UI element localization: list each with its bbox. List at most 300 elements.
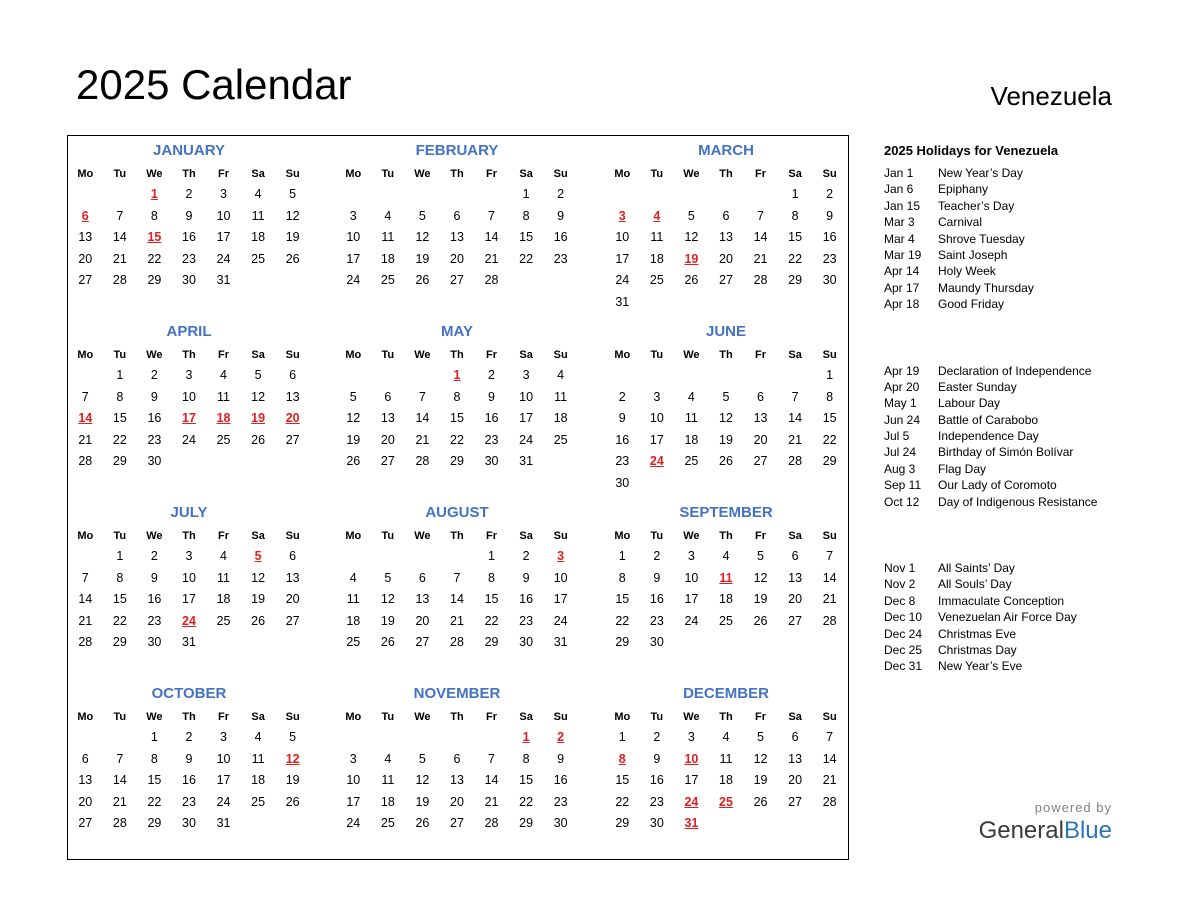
day-cell: 23 bbox=[182, 251, 196, 266]
day-cell: 17 bbox=[519, 411, 534, 426]
day-cell: 15 bbox=[615, 592, 630, 607]
week-row bbox=[336, 270, 578, 292]
day-cell: 17 bbox=[216, 230, 231, 245]
day-cell: 13 bbox=[450, 230, 464, 245]
empty-day-cell bbox=[543, 270, 578, 292]
day-cell: 5 bbox=[687, 208, 695, 223]
day-cell: 12 bbox=[251, 570, 266, 585]
week-row bbox=[68, 749, 310, 771]
day-cell: 4 bbox=[384, 751, 392, 766]
day-cell: 22 bbox=[519, 251, 534, 266]
weekday-label: Su bbox=[553, 530, 568, 542]
day-cell: 12 bbox=[346, 411, 361, 426]
day-cell: 5 bbox=[757, 730, 764, 744]
month-march bbox=[605, 138, 847, 314]
day-cell: 26 bbox=[251, 432, 266, 447]
day-cell: 23 bbox=[553, 251, 568, 266]
day-cell: 26 bbox=[415, 273, 430, 288]
day-cell: 8 bbox=[826, 389, 834, 404]
weekday-label: Sa bbox=[788, 711, 802, 723]
day-cell: 8 bbox=[791, 208, 799, 223]
day-cell: 3 bbox=[185, 549, 193, 563]
weekday-label: Th bbox=[450, 168, 464, 180]
holiday-day-cell: 11 bbox=[719, 570, 733, 585]
weekday-label: We bbox=[414, 349, 431, 361]
day-cell: 30 bbox=[649, 635, 664, 650]
day-cell: 24 bbox=[684, 613, 699, 628]
empty-day-cell bbox=[812, 632, 847, 654]
weekday-label: Sa bbox=[519, 530, 533, 542]
weekday-label: Sa bbox=[519, 168, 533, 180]
weekday-label: Fr bbox=[486, 168, 498, 180]
day-cell: 3 bbox=[687, 549, 695, 563]
page-title: 2025 Calendar bbox=[76, 61, 352, 108]
empty-day-cell bbox=[743, 813, 778, 835]
day-cell: 30 bbox=[484, 454, 499, 469]
day-cell: 6 bbox=[757, 389, 764, 404]
holiday-name: Saint Joseph bbox=[938, 247, 1008, 262]
day-cell: 5 bbox=[757, 549, 764, 563]
day-cell: 14 bbox=[484, 230, 499, 245]
day-cell: 4 bbox=[687, 389, 695, 404]
day-cell: 17 bbox=[684, 773, 699, 788]
day-cell: 8 bbox=[522, 208, 530, 223]
day-cell: 2 bbox=[618, 389, 626, 404]
holiday-item bbox=[884, 642, 1174, 658]
day-cell: 29 bbox=[112, 635, 127, 650]
weekday-label: We bbox=[146, 349, 163, 361]
week-row bbox=[605, 792, 847, 814]
empty-day-cell bbox=[68, 727, 103, 749]
week-row bbox=[605, 365, 847, 387]
holiday-item bbox=[884, 428, 1174, 444]
day-cell: 4 bbox=[254, 187, 262, 201]
empty-day-cell bbox=[371, 184, 406, 206]
holiday-item bbox=[884, 280, 1174, 296]
day-cell: 18 bbox=[216, 592, 231, 607]
day-cell: 10 bbox=[553, 570, 568, 585]
day-cell: 6 bbox=[384, 389, 392, 404]
day-cell: 23 bbox=[615, 454, 630, 469]
day-cell: 30 bbox=[182, 273, 196, 288]
day-cell: 13 bbox=[788, 570, 803, 585]
weekday-label: Sa bbox=[251, 711, 265, 723]
holiday-item bbox=[884, 626, 1174, 642]
day-cell: 15 bbox=[484, 592, 499, 607]
empty-day-cell bbox=[405, 727, 440, 749]
month-february bbox=[336, 138, 578, 292]
holiday-day-cell: 20 bbox=[285, 411, 300, 426]
weekday-label: Mo bbox=[77, 168, 94, 180]
day-cell: 30 bbox=[615, 475, 630, 490]
day-cell: 6 bbox=[453, 751, 461, 766]
weekday-label: Sa bbox=[788, 530, 802, 542]
day-cell: 20 bbox=[788, 773, 803, 788]
day-cell: 2 bbox=[522, 549, 530, 563]
day-cell: 21 bbox=[484, 794, 499, 809]
weekday-header bbox=[336, 707, 578, 727]
day-cell: 27 bbox=[285, 432, 300, 447]
day-cell: 3 bbox=[653, 389, 661, 404]
day-cell: 26 bbox=[719, 454, 733, 469]
weekday-label: Tu bbox=[381, 530, 395, 542]
weekday-label: Tu bbox=[113, 711, 127, 723]
day-cell: 25 bbox=[216, 613, 231, 628]
day-cell: 22 bbox=[112, 613, 127, 628]
day-cell: 31 bbox=[216, 273, 231, 288]
holiday-date: Apr 18 bbox=[884, 297, 920, 312]
day-cell: 7 bbox=[116, 208, 124, 223]
day-cell: 13 bbox=[285, 389, 300, 404]
empty-day-cell bbox=[103, 727, 138, 749]
month-name: MARCH bbox=[698, 142, 754, 159]
day-cell: 28 bbox=[78, 454, 93, 469]
holiday-day-cell: 1 bbox=[522, 730, 530, 744]
empty-day-cell bbox=[778, 632, 813, 654]
day-cell: 2 bbox=[557, 187, 565, 201]
day-cell: 21 bbox=[484, 251, 499, 266]
day-cell: 9 bbox=[488, 389, 495, 404]
day-cell: 30 bbox=[182, 816, 196, 831]
day-cell: 4 bbox=[557, 368, 565, 382]
day-cell: 16 bbox=[615, 432, 630, 447]
holiday-item bbox=[884, 296, 1174, 312]
day-cell: 7 bbox=[488, 751, 495, 766]
day-cell: 25 bbox=[553, 432, 568, 447]
holiday-group bbox=[884, 560, 1174, 675]
weekday-label: Su bbox=[285, 711, 300, 723]
week-row bbox=[336, 206, 578, 228]
holiday-day-cell: 1 bbox=[150, 187, 158, 201]
week-row bbox=[605, 813, 847, 835]
empty-day-cell bbox=[812, 292, 847, 314]
holiday-date: Dec 10 bbox=[884, 610, 923, 625]
day-cell: 20 bbox=[719, 251, 733, 266]
day-cell: 19 bbox=[285, 773, 300, 788]
holiday-date: Nov 2 bbox=[884, 577, 916, 592]
empty-day-cell bbox=[336, 727, 371, 749]
holiday-item bbox=[884, 477, 1174, 493]
holiday-name: Flag Day bbox=[938, 461, 987, 476]
day-cell: 19 bbox=[753, 773, 768, 788]
weekday-label: Fr bbox=[218, 711, 230, 723]
weekday-label: Mo bbox=[77, 711, 94, 723]
holiday-day-cell: 5 bbox=[254, 549, 262, 563]
day-cell: 4 bbox=[220, 549, 227, 563]
day-cell: 1 bbox=[116, 549, 124, 563]
empty-day-cell bbox=[68, 546, 103, 568]
calendar-grid bbox=[67, 135, 849, 860]
week-row bbox=[68, 206, 310, 228]
day-cell: 15 bbox=[615, 773, 630, 788]
holiday-date: Dec 25 bbox=[884, 642, 923, 657]
day-cell: 14 bbox=[753, 230, 768, 245]
day-cell: 12 bbox=[285, 208, 300, 223]
holiday-date: Jul 5 bbox=[884, 429, 910, 444]
holiday-name: Labour Day bbox=[938, 396, 1001, 411]
day-cell: 23 bbox=[649, 613, 664, 628]
week-row bbox=[605, 546, 847, 568]
day-cell: 28 bbox=[822, 794, 837, 809]
empty-day-cell bbox=[674, 632, 709, 654]
holiday-item bbox=[884, 412, 1174, 428]
empty-day-cell bbox=[371, 365, 406, 387]
holiday-item bbox=[884, 214, 1174, 230]
day-cell: 8 bbox=[116, 389, 124, 404]
day-cell: 24 bbox=[216, 794, 231, 809]
month-name: AUGUST bbox=[425, 504, 489, 521]
empty-day-cell bbox=[405, 365, 440, 387]
day-cell: 18 bbox=[553, 411, 568, 426]
day-cell: 11 bbox=[381, 230, 395, 245]
holiday-date: Mar 4 bbox=[884, 231, 915, 246]
holiday-item bbox=[884, 231, 1174, 247]
week-row bbox=[605, 727, 847, 749]
holiday-day-cell: 19 bbox=[684, 251, 699, 266]
week-row bbox=[336, 611, 578, 633]
day-cell: 7 bbox=[116, 751, 124, 766]
empty-day-cell bbox=[336, 546, 371, 568]
day-cell: 11 bbox=[251, 208, 265, 223]
weekday-header bbox=[68, 526, 310, 546]
day-cell: 30 bbox=[147, 454, 162, 469]
day-cell: 16 bbox=[649, 592, 664, 607]
day-cell: 6 bbox=[289, 549, 297, 563]
week-row bbox=[605, 430, 847, 452]
weekday-label: Tu bbox=[650, 711, 664, 723]
empty-day-cell bbox=[103, 184, 138, 206]
month-september bbox=[605, 500, 847, 654]
holiday-item bbox=[884, 461, 1174, 477]
day-cell: 15 bbox=[519, 773, 534, 788]
week-row bbox=[605, 206, 847, 228]
week-row bbox=[68, 568, 310, 590]
empty-day-cell bbox=[405, 184, 440, 206]
month-december bbox=[605, 681, 847, 835]
day-cell: 10 bbox=[615, 230, 630, 245]
day-cell: 2 bbox=[653, 730, 661, 744]
day-cell: 20 bbox=[415, 613, 430, 628]
generalblue-logo bbox=[912, 816, 1112, 846]
day-cell: 30 bbox=[519, 635, 534, 650]
empty-day-cell bbox=[674, 292, 709, 314]
empty-day-cell bbox=[68, 365, 103, 387]
weekday-label: Sa bbox=[519, 349, 533, 361]
day-cell: 14 bbox=[484, 773, 499, 788]
empty-day-cell bbox=[778, 473, 813, 495]
holiday-date: Mar 3 bbox=[884, 215, 915, 230]
month-april bbox=[68, 319, 310, 473]
weekday-label: Tu bbox=[381, 168, 395, 180]
day-cell: 1 bbox=[791, 187, 799, 201]
day-cell: 13 bbox=[78, 230, 93, 245]
day-cell: 11 bbox=[650, 230, 664, 245]
weekday-label: Fr bbox=[755, 530, 767, 542]
day-cell: 21 bbox=[788, 432, 803, 447]
weekday-label: We bbox=[146, 168, 163, 180]
week-row bbox=[605, 770, 847, 792]
day-cell: 8 bbox=[453, 389, 461, 404]
month-july bbox=[68, 500, 310, 654]
holiday-date: Mar 19 bbox=[884, 247, 922, 262]
day-cell: 5 bbox=[418, 751, 426, 766]
empty-day-cell bbox=[241, 813, 276, 835]
day-cell: 2 bbox=[150, 549, 158, 563]
day-cell: 22 bbox=[112, 432, 127, 447]
weekday-label: Su bbox=[822, 530, 837, 542]
weekday-header bbox=[336, 345, 578, 365]
day-cell: 22 bbox=[615, 794, 630, 809]
day-cell: 10 bbox=[519, 389, 534, 404]
day-cell: 2 bbox=[826, 187, 834, 201]
day-cell: 20 bbox=[380, 432, 395, 447]
weekday-label: Su bbox=[822, 711, 837, 723]
empty-day-cell bbox=[509, 270, 544, 292]
holiday-day-cell: 4 bbox=[653, 208, 661, 223]
day-cell: 4 bbox=[220, 368, 227, 382]
weekday-label: Tu bbox=[113, 530, 127, 542]
day-cell: 2 bbox=[185, 187, 193, 201]
empty-day-cell bbox=[674, 184, 709, 206]
week-row bbox=[68, 408, 310, 430]
day-cell: 5 bbox=[349, 389, 357, 404]
empty-day-cell bbox=[440, 727, 475, 749]
empty-day-cell bbox=[709, 473, 744, 495]
empty-day-cell bbox=[743, 365, 778, 387]
weekday-label: Tu bbox=[381, 349, 395, 361]
day-cell: 23 bbox=[182, 794, 196, 809]
day-cell: 19 bbox=[380, 613, 395, 628]
month-may bbox=[336, 319, 578, 473]
empty-day-cell bbox=[640, 473, 675, 495]
empty-day-cell bbox=[474, 184, 509, 206]
holiday-day-cell: 19 bbox=[251, 411, 266, 426]
month-name: JUNE bbox=[705, 323, 746, 340]
week-row bbox=[336, 184, 578, 206]
week-row bbox=[336, 568, 578, 590]
weekday-label: Su bbox=[553, 349, 568, 361]
day-cell: 1 bbox=[488, 549, 495, 563]
weekday-label: Su bbox=[822, 349, 837, 361]
week-row bbox=[605, 270, 847, 292]
holiday-day-cell: 1 bbox=[453, 368, 461, 382]
weekday-label: Mo bbox=[614, 711, 631, 723]
day-cell: 11 bbox=[719, 751, 733, 766]
day-cell: 17 bbox=[553, 592, 568, 607]
day-cell: 19 bbox=[346, 432, 361, 447]
day-cell: 11 bbox=[217, 389, 231, 404]
day-cell: 18 bbox=[251, 230, 266, 245]
day-cell: 29 bbox=[822, 454, 837, 469]
day-cell: 12 bbox=[719, 411, 733, 426]
day-cell: 9 bbox=[150, 570, 158, 585]
empty-day-cell bbox=[68, 184, 103, 206]
day-cell: 1 bbox=[522, 187, 530, 201]
day-cell: 4 bbox=[384, 208, 392, 223]
empty-day-cell bbox=[275, 270, 310, 292]
day-cell: 26 bbox=[285, 794, 300, 809]
day-cell: 20 bbox=[753, 432, 768, 447]
week-row bbox=[605, 632, 847, 654]
holiday-name: Birthday of Simón Bolívar bbox=[938, 445, 1074, 460]
week-row bbox=[336, 227, 578, 249]
day-cell: 24 bbox=[615, 273, 630, 288]
week-row bbox=[336, 408, 578, 430]
holiday-name: Shrove Tuesday bbox=[938, 231, 1025, 246]
holiday-day-cell: 2 bbox=[557, 730, 565, 744]
day-cell: 13 bbox=[753, 411, 768, 426]
day-cell: 29 bbox=[112, 454, 127, 469]
day-cell: 25 bbox=[251, 794, 266, 809]
holiday-name: All Souls’ Day bbox=[938, 577, 1012, 592]
day-cell: 1 bbox=[116, 368, 124, 382]
holiday-name: Teacher’s Day bbox=[938, 198, 1015, 213]
week-row bbox=[605, 749, 847, 771]
day-cell: 9 bbox=[185, 751, 193, 766]
weekday-label: Sa bbox=[251, 530, 265, 542]
holiday-day-cell: 14 bbox=[78, 411, 93, 426]
day-cell: 18 bbox=[251, 773, 266, 788]
empty-day-cell bbox=[640, 365, 675, 387]
weekday-header bbox=[336, 164, 578, 184]
weekday-label: Su bbox=[285, 349, 300, 361]
day-cell: 26 bbox=[285, 251, 300, 266]
holiday-name: Christmas Day bbox=[938, 642, 1017, 657]
holiday-name: Christmas Eve bbox=[938, 626, 1017, 641]
day-cell: 13 bbox=[450, 773, 464, 788]
day-cell: 20 bbox=[450, 251, 464, 266]
holiday-day-cell: 12 bbox=[285, 751, 300, 766]
day-cell: 18 bbox=[684, 432, 699, 447]
weekday-label: Mo bbox=[345, 168, 362, 180]
day-cell: 14 bbox=[450, 592, 464, 607]
day-cell: 2 bbox=[150, 368, 158, 382]
day-cell: 27 bbox=[450, 816, 464, 831]
day-cell: 23 bbox=[147, 432, 162, 447]
month-name: FEBRUARY bbox=[415, 142, 499, 159]
month-november bbox=[336, 681, 578, 835]
day-cell: 10 bbox=[216, 208, 231, 223]
day-cell: 18 bbox=[380, 794, 395, 809]
week-row bbox=[68, 546, 310, 568]
holiday-item bbox=[884, 165, 1174, 181]
holiday-name: All Saints’ Day bbox=[938, 561, 1015, 576]
month-name: MAY bbox=[441, 323, 473, 340]
holiday-day-cell: 24 bbox=[684, 794, 699, 809]
holiday-name: Battle of Carabobo bbox=[938, 412, 1039, 427]
day-cell: 10 bbox=[182, 570, 196, 585]
day-cell: 9 bbox=[653, 751, 661, 766]
empty-day-cell bbox=[241, 451, 276, 473]
weekday-label: Sa bbox=[788, 349, 802, 361]
day-cell: 15 bbox=[822, 411, 837, 426]
week-row bbox=[336, 387, 578, 409]
week-row bbox=[336, 546, 578, 568]
day-cell: 28 bbox=[78, 635, 93, 650]
day-cell: 14 bbox=[112, 773, 127, 788]
weekday-header bbox=[605, 707, 847, 727]
weekday-label: Fr bbox=[218, 349, 230, 361]
day-cell: 15 bbox=[519, 230, 534, 245]
day-cell: 7 bbox=[826, 730, 834, 744]
holiday-item bbox=[884, 494, 1174, 510]
holiday-item bbox=[884, 198, 1174, 214]
weekday-label: Mo bbox=[345, 711, 362, 723]
day-cell: 4 bbox=[722, 730, 730, 744]
day-cell: 16 bbox=[182, 230, 196, 245]
empty-day-cell bbox=[709, 632, 744, 654]
weekday-label: Th bbox=[182, 530, 196, 542]
